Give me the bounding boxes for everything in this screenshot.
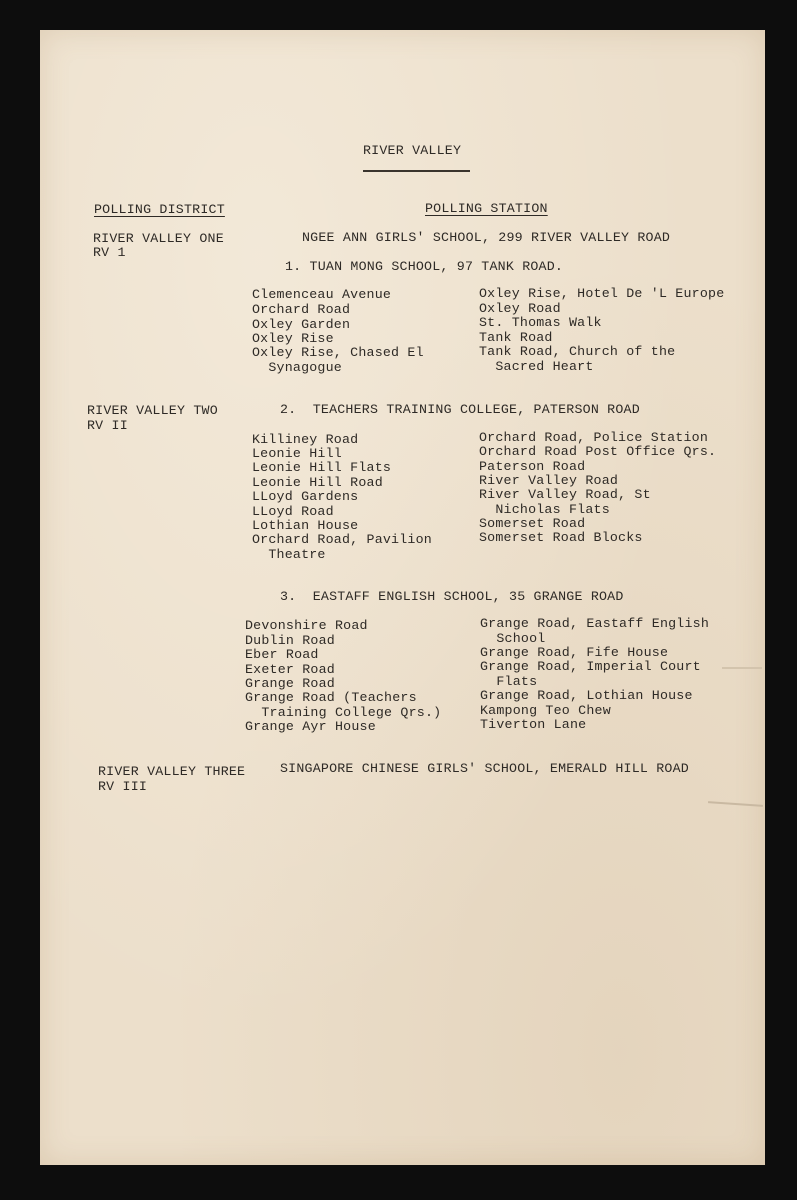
street-item: Oxley Garden (252, 317, 351, 332)
district-two-name: RIVER VALLEY TWO (87, 403, 218, 418)
street-item: Grange Road, Fife House (480, 645, 669, 660)
street-item: Orchard Road Post Office Qrs. (479, 444, 717, 459)
street-item: School (480, 631, 546, 646)
street-item: Flats (480, 674, 538, 689)
street-item: Oxley Rise (252, 331, 334, 346)
street-item: Eber Road (245, 647, 319, 662)
title-underline (363, 170, 470, 172)
polling-station-header: POLLING STATION (425, 201, 548, 216)
street-item: Nicholas Flats (479, 502, 610, 517)
street-item: Orchard Road (252, 302, 351, 317)
district-three-station: SINGAPORE CHINESE GIRLS' SCHOOL, EMERALD HILL ROAD (280, 761, 689, 776)
street-item: Leonie Hill Road (252, 475, 383, 490)
street-item: Grange Road, Lothian House (480, 688, 693, 703)
district-one-name: RIVER VALLEY ONE (93, 231, 224, 246)
street-item: LLoyd Road (252, 504, 334, 519)
street-item: Grange Road (Teachers (245, 690, 417, 705)
street-item: Orchard Road, Police Station (479, 430, 709, 445)
street-item: Training College Qrs.) (245, 705, 442, 720)
street-item: Sacred Heart (479, 359, 594, 374)
station-three-title: 3. EASTAFF ENGLISH SCHOOL, 35 GRANGE ROAD (280, 589, 624, 604)
street-item: Theatre (252, 547, 326, 562)
district-three-code: RV III (98, 779, 148, 794)
street-item: Somerset Road Blocks (479, 530, 643, 545)
district-one-station: NGEE ANN GIRLS' SCHOOL, 299 RIVER VALLEY ROAD (302, 230, 671, 245)
paper-crease-mark (722, 667, 762, 669)
street-item: Exeter Road (245, 662, 335, 677)
street-item: Killiney Road (252, 432, 359, 447)
street-item: Leonie Hill (252, 446, 342, 461)
street-item: Devonshire Road (245, 618, 368, 633)
district-one-code: RV 1 (93, 245, 126, 260)
street-item: Somerset Road (479, 516, 586, 531)
street-item: Paterson Road (479, 459, 586, 474)
street-item: LLoyd Gardens (252, 489, 359, 504)
street-item: Grange Road, Eastaff English (480, 616, 710, 631)
street-item: Tiverton Lane (480, 717, 587, 732)
street-item: Grange Road, Imperial Court (480, 659, 701, 674)
street-item: St. Thomas Walk (479, 315, 602, 330)
street-item: Lothian House (252, 518, 359, 533)
street-item: Grange Road (245, 676, 335, 691)
street-item: Tank Road, Church of the (479, 344, 676, 359)
street-item: Oxley Rise, Hotel De 'L Europe (479, 286, 725, 301)
polling-district-header: POLLING DISTRICT (94, 202, 225, 217)
street-item: Orchard Road, Pavilion (252, 532, 432, 547)
street-item: Clemenceau Avenue (252, 287, 392, 302)
district-two-code: RV II (87, 418, 128, 433)
street-item: Kampong Teo Chew (480, 703, 611, 718)
street-item: Tank Road (479, 330, 553, 345)
street-item: Oxley Rise, Chased El (252, 345, 424, 360)
street-item: River Valley Road (479, 473, 619, 488)
street-item: River Valley Road, St (479, 487, 651, 502)
document-title: RIVER VALLEY (363, 143, 462, 158)
street-item: Synagogue (252, 360, 342, 375)
district-three-name: RIVER VALLEY THREE (98, 764, 246, 779)
street-item: Dublin Road (245, 633, 335, 648)
station-one-title: 1. TUAN MONG SCHOOL, 97 TANK ROAD. (285, 259, 564, 274)
street-item: Oxley Road (479, 301, 561, 316)
street-item: Grange Ayr House (245, 719, 376, 734)
street-item: Leonie Hill Flats (252, 460, 392, 475)
station-two-title: 2. TEACHERS TRAINING COLLEGE, PATERSON ROAD (280, 402, 640, 417)
